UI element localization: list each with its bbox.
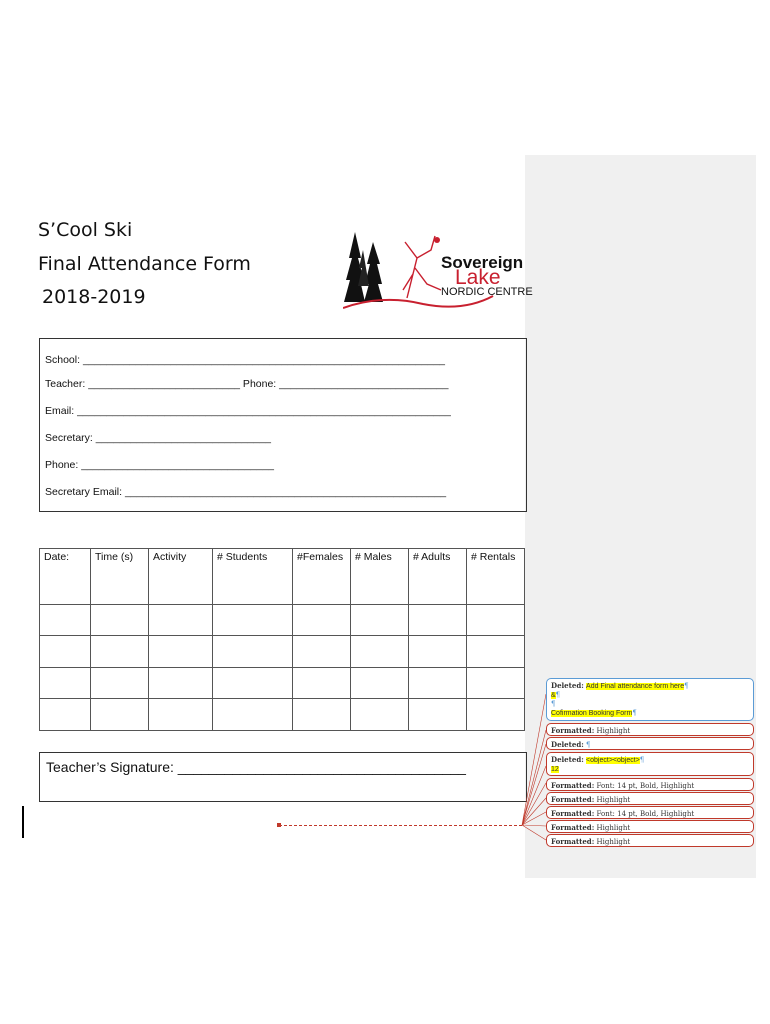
format-desc: Highlight [596, 727, 631, 735]
table-cell[interactable] [409, 668, 467, 699]
header-adults: # Adults [409, 549, 467, 605]
secretary-phone-field[interactable]: Phone: _________________________________ [45, 459, 274, 471]
form-title-year: 2018-2019 [42, 286, 146, 308]
table-cell[interactable] [467, 605, 525, 636]
teacher-phone-field[interactable]: Teacher: __________________________ Phone: _____________________________ [45, 378, 449, 390]
header-females: #Females [293, 549, 351, 605]
school-field[interactable]: School: ______________________________________________________________ [45, 354, 445, 366]
balloon-formatted-highlight[interactable] [546, 820, 754, 833]
table-cell[interactable] [40, 605, 91, 636]
logo-word-lake: Lake [455, 266, 501, 289]
table-cell[interactable] [351, 605, 409, 636]
deleted-text: <object><object> [586, 757, 640, 764]
table-cell[interactable] [91, 605, 149, 636]
table-cell[interactable] [467, 636, 525, 668]
header-time: Time (s) [91, 549, 149, 605]
table-row [40, 699, 525, 731]
table-cell[interactable] [213, 668, 293, 699]
balloon-kind: Formatted: [551, 726, 595, 735]
table-cell[interactable] [351, 668, 409, 699]
deleted-text: Cofirmation Booking Form [551, 710, 633, 717]
table-cell[interactable] [351, 699, 409, 731]
sovereign-lake-logo [343, 228, 533, 314]
tree-icon [364, 242, 383, 302]
form-title-line2: Final Attendance Form [38, 253, 251, 275]
table-cell[interactable] [149, 668, 213, 699]
table-cell[interactable] [40, 699, 91, 731]
balloon-deleted-paragraph[interactable]: Deleted: ¶ [546, 737, 754, 750]
skier-head [434, 237, 440, 243]
header-males: # Males [351, 549, 409, 605]
balloon-formatted-font[interactable] [546, 778, 754, 791]
table-cell[interactable] [409, 636, 467, 668]
form-title-line1: S’Cool Ski [38, 219, 133, 241]
table-cell[interactable] [40, 636, 91, 668]
table-cell[interactable] [213, 699, 293, 731]
table-cell[interactable] [149, 605, 213, 636]
header-students: # Students [213, 549, 293, 605]
balloon-kind: Formatted: [551, 781, 595, 790]
balloon-deleted-object[interactable]: Deleted: <object><object>¶ 12 [546, 752, 754, 776]
header-activity: Activity [149, 549, 213, 605]
secretary-field[interactable]: Secretary: ______________________________ [45, 432, 271, 444]
table-cell[interactable] [149, 699, 213, 731]
text-cursor [22, 806, 24, 838]
table-cell[interactable] [351, 636, 409, 668]
balloon-kind: Deleted: [551, 681, 584, 690]
email-field[interactable]: Email: ________________________________________________________________ [45, 405, 451, 417]
table-cell[interactable] [213, 605, 293, 636]
secretary-email-field[interactable]: Secretary Email: _______________________________________________________ [45, 486, 447, 498]
deleted-text: Add Final attendance form here [586, 683, 685, 690]
table-cell[interactable] [91, 668, 149, 699]
connector-line [522, 694, 546, 840]
balloon-formatted-font[interactable] [546, 806, 754, 819]
format-desc: Font: 14 pt, Bold, Highlight [596, 810, 695, 818]
deleted-text: & [551, 692, 556, 699]
balloon-kind: Formatted: [551, 809, 595, 818]
balloon-deleted-attendance[interactable]: Deleted: Add Final attendance form here¶ &¶ ¶ Cofirmation Booking Form¶ [546, 678, 754, 721]
balloon-kind: Deleted: [551, 755, 584, 764]
header-date: Date: [40, 549, 91, 605]
balloon-kind: Formatted: [551, 795, 595, 804]
skier-figure [403, 236, 441, 298]
table-cell[interactable] [149, 636, 213, 668]
table-row [40, 605, 525, 636]
logo-word-sovereign: Sovereign [441, 253, 524, 272]
balloon-kind: Formatted: [551, 837, 595, 846]
table-cell[interactable] [213, 636, 293, 668]
comment-anchor-line [279, 825, 522, 826]
table-row [40, 636, 525, 668]
table-cell[interactable] [293, 636, 351, 668]
table-cell[interactable] [293, 668, 351, 699]
signature-box [39, 752, 527, 802]
table-cell[interactable] [91, 699, 149, 731]
table-cell[interactable] [409, 605, 467, 636]
format-desc: Highlight [596, 838, 631, 846]
balloon-formatted-highlight[interactable] [546, 834, 754, 847]
contact-info-box [39, 338, 527, 512]
table-header-row [40, 549, 525, 605]
attendance-table [39, 548, 525, 731]
logo-graphic [343, 228, 533, 314]
table-cell[interactable] [467, 668, 525, 699]
logo-word-nordic: NORDIC CENTRE [441, 286, 533, 298]
deleted-text: 12 [551, 766, 559, 773]
table-cell[interactable] [91, 636, 149, 668]
table-cell[interactable] [293, 605, 351, 636]
format-desc: Highlight [596, 796, 631, 804]
header-rentals: # Rentals [467, 549, 525, 605]
table-cell[interactable] [40, 668, 91, 699]
balloon-formatted-highlight[interactable] [546, 723, 754, 736]
balloon-kind: Deleted: [551, 740, 584, 749]
table-row [40, 668, 525, 699]
table-cell[interactable] [293, 699, 351, 731]
format-desc: Font: 14 pt, Bold, Highlight [596, 782, 695, 790]
table-cell[interactable] [467, 699, 525, 731]
format-desc: Highlight [596, 824, 631, 832]
teacher-signature-field[interactable]: Teacher’s Signature: _____________________________________ [46, 759, 466, 775]
balloon-formatted-highlight[interactable] [546, 792, 754, 805]
table-cell[interactable] [409, 699, 467, 731]
balloon-kind: Formatted: [551, 823, 595, 832]
